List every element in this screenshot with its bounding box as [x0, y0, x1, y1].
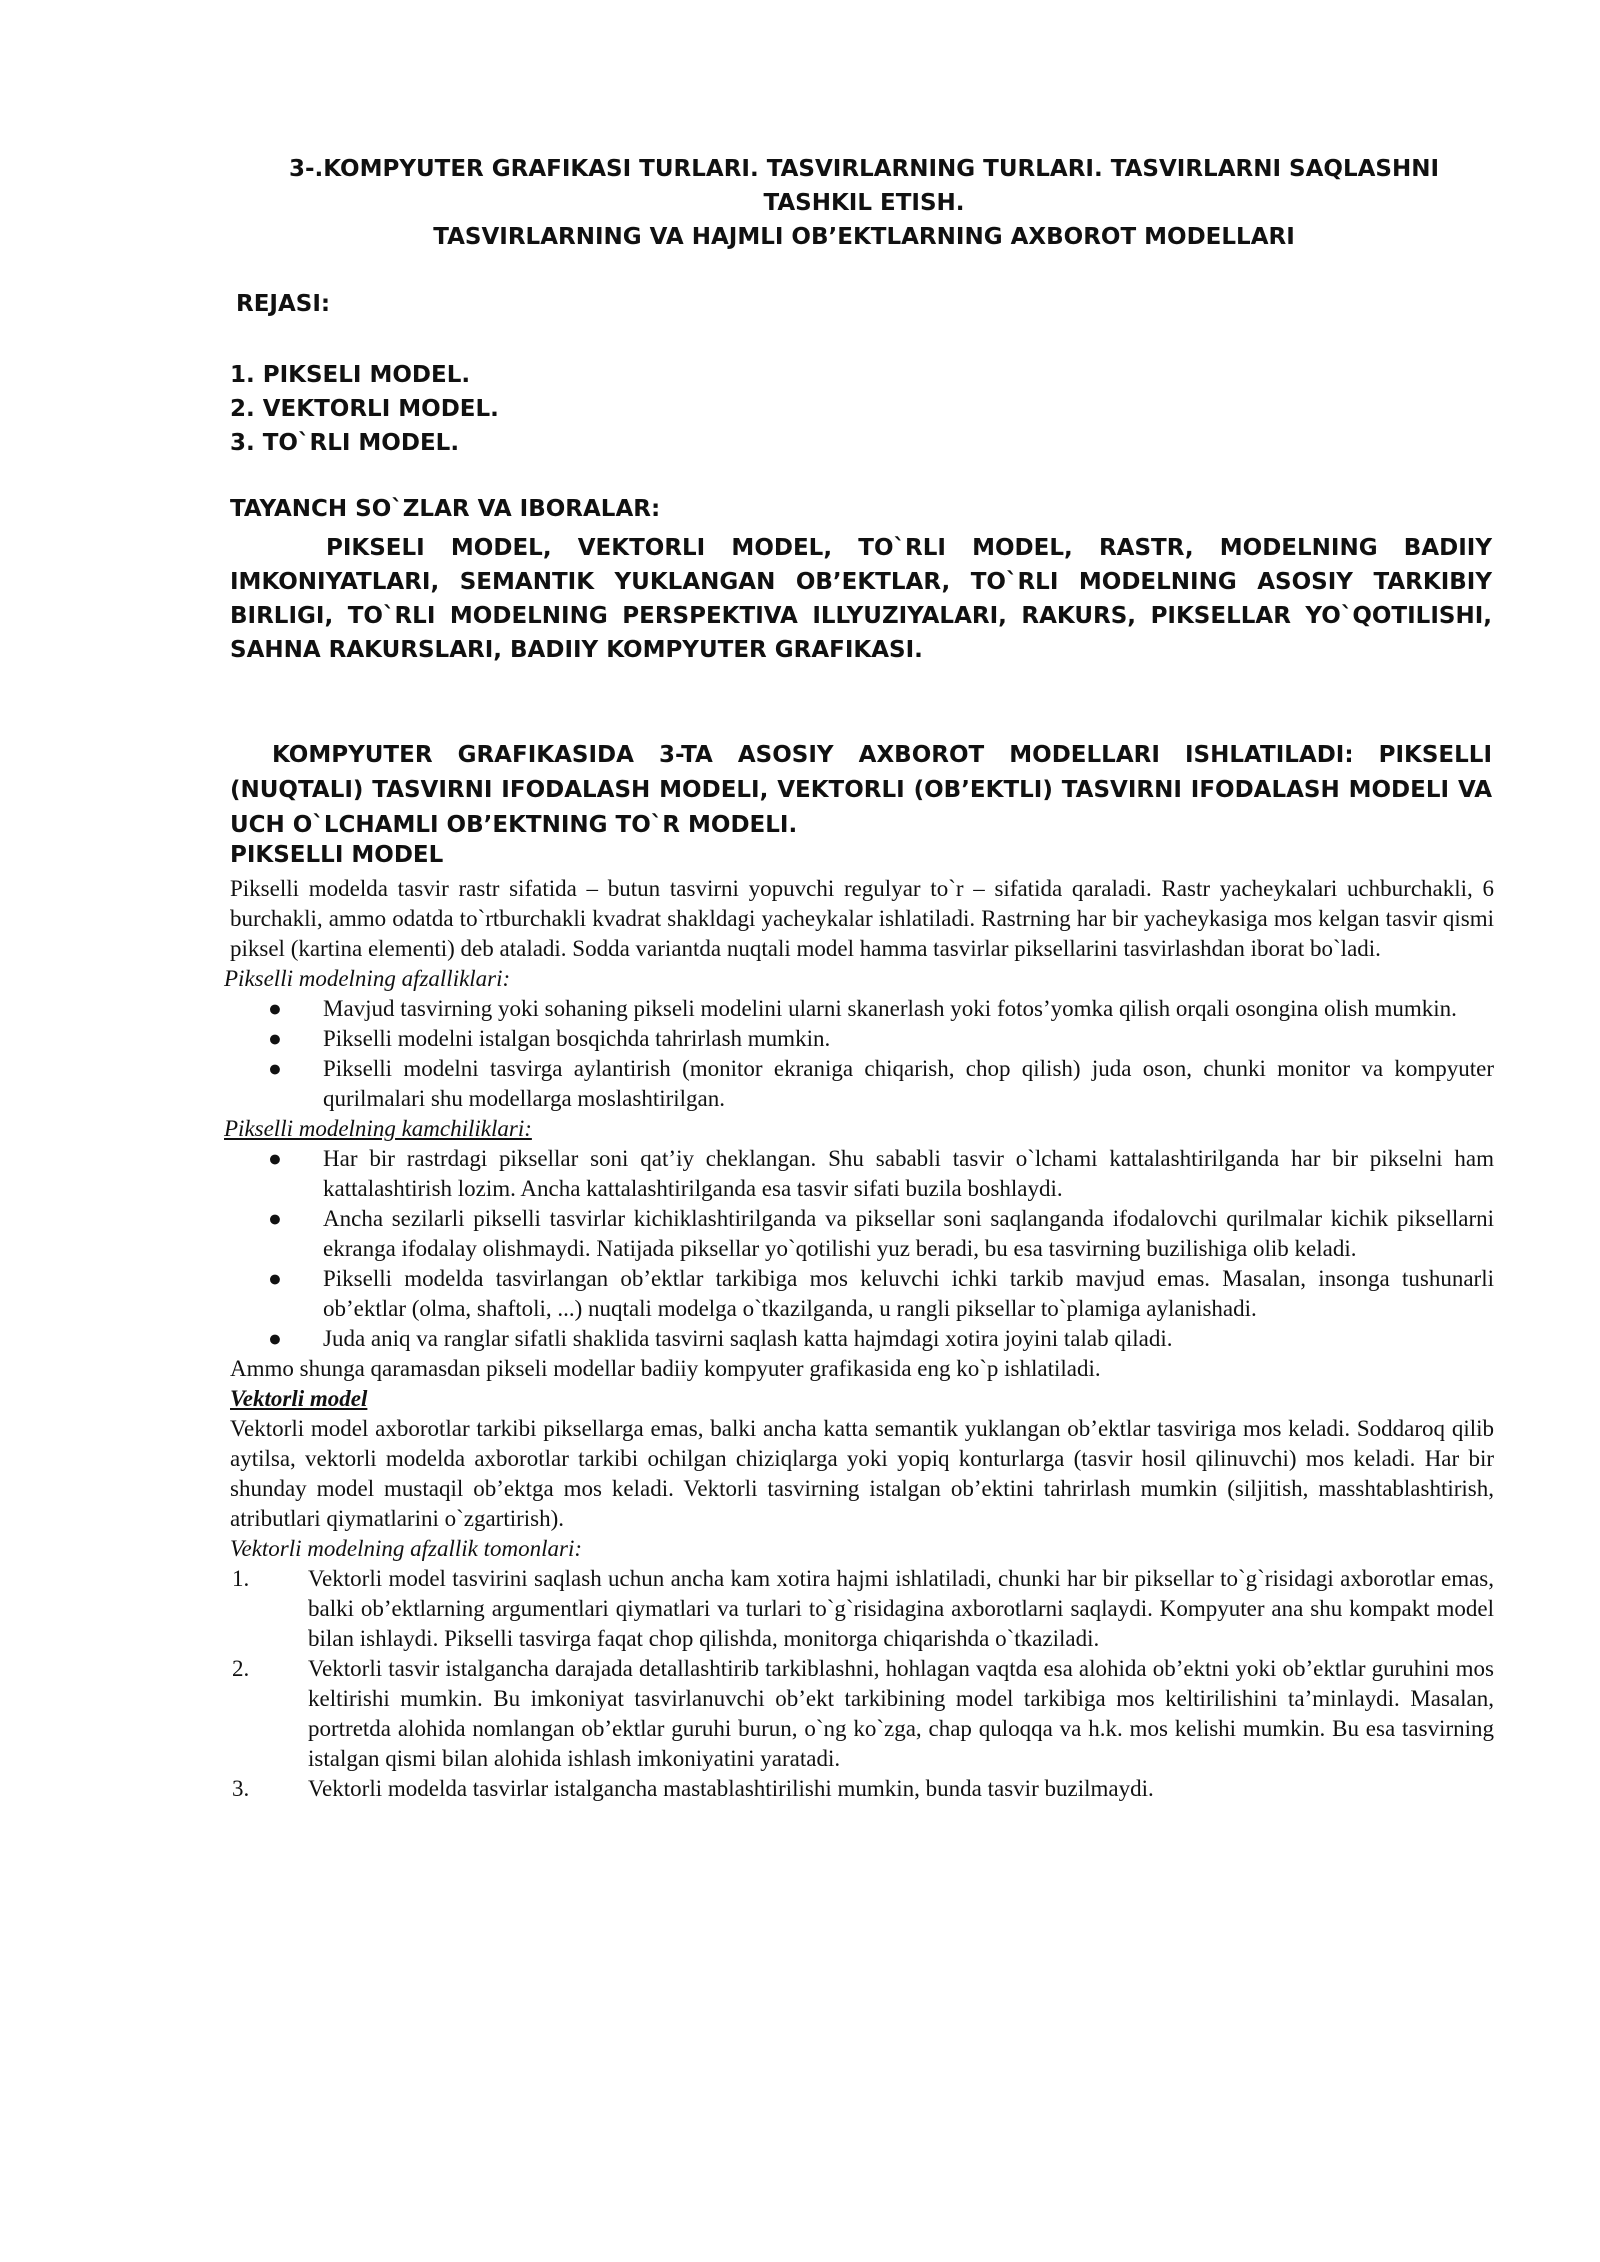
title-line-2: TASHKIL ETISH.: [763, 190, 965, 216]
bullet-icon: ●: [268, 1146, 282, 1171]
plan-item: 3. TO`RLI MODEL.: [230, 430, 460, 456]
list-item: ● Mavjud tasvirning yoki sohaning pikseli modelini ularni skanerlash yoki fotos’yomka qilish orqali osongina olish mumkin.: [230, 994, 1494, 1024]
bullet-icon: ●: [268, 1056, 282, 1081]
pixel-advantages-list: [230, 994, 1494, 1114]
pixel-advantages-heading: Pikselli modelning afzalliklari:: [224, 966, 511, 991]
plan-item: 1. PIKSELI MODEL.: [230, 362, 471, 388]
title-line-1: 3-.KOMPYUTER GRAFIKASI TURLARI. TASVIRLARNING TURLARI. TASVIRLARNI SAQLASHNI: [288, 156, 1440, 182]
intro-paragraph: KOMPYUTER GRAFIKASIDA 3-TA ASOSIY AXBOROT MODELLARI ISHLATILADI: PIKSELLI (NUQTALI) TASVIRNI IFODALASH MODELI, VEKTORLI (OB’EKTLI) TASVIRNI IFODALASH MODELI VA UCH O`LCHAMLI OB’EKTNING TO`R MODELI.: [230, 742, 1492, 838]
plan-item: 2. VEKTORLI MODEL.: [230, 396, 499, 422]
bullet-icon: ●: [268, 1326, 282, 1351]
pixel-model-section: [224, 874, 1494, 1804]
keywords-text: PIKSELI MODEL, VEKTORLI MODEL, TO`RLI MODEL, RASTR, MODELNING BADIIY IMKONIYATLARI, SEMANTIK YUKLANGAN OB’EKTLAR, TO`RLI MODELNING ASOSIY TARKIBIY BIRLIGI, TO`RLI MODELNING PERSPEKTIVA ILLYUZIYALARI, RAKURS, PIKSELLAR YO`QOTILISHI, SAHNA RAKURSLARI, BADIIY KOMPYUTER GRAFIKASI.: [230, 535, 1492, 663]
pixel-disadvantages-heading: Pikselli modelning kamchiliklari:: [224, 1116, 532, 1141]
pixel-model-heading: PIKSELLI MODEL: [230, 842, 444, 868]
list-item: ● Pikselli modelda tasvirlangan ob’ektlar tarkibiga mos keluvchi ichki tarkib mavjud emas. Masalan, insonga tushunarli ob’ektlar (olma, shaftoli, ...) nuqtali modelga o`tkazilganda, u rangli piksellar to`plamiga aylanishadi.: [268, 1266, 1494, 1321]
pixel-model-paragraph: Pikselli modelda tasvir rastr sifatida – butun tasvirni yopuvchi regulyar to`r – sifatida qaraladi. Rastr yacheykalari uchburchakli, 6 burchakli, ammo odatda to`rtburchakli kvadrat shakldagi yacheykalar ishlatiladi. Rastrning har bir yacheykasiga mos kelgan tasvir qismi piksel (kartina elementi) deb ataladi. Sodda variantda nuqtali model hamma tasvirlar piksellarini tasvirlashdan iborat bo`ladi.: [230, 876, 1494, 961]
bullet-icon: ●: [268, 1206, 282, 1231]
vector-advantages-heading: Vektorli modelning afzallik tomonlari:: [230, 1536, 582, 1561]
list-item: ● Pikselli modelni istalgan bosqichda tahrirlash mumkin.: [230, 1024, 1494, 1054]
bullet-icon: ●: [268, 1026, 282, 1051]
list-item: ● Har bir rastrdagi piksellar soni qat’iy cheklangan. Shu sababli tasvir o`lchami kattalashtirilganda har bir pikselni ham kattalashtirish lozim. Ancha kattalashtirilganda esa tasvir sifati buzila boshlaydi.: [268, 1146, 1494, 1201]
plan-list: [230, 358, 499, 460]
list-item: 1. Vektorli model tasvirini saqlash uchun ancha kam xotira hajmi ishlatiladi, chunki har bir piksellar to`g`risidagi axborotlar emas, balki ob’ektlarning argumentlari qiymatlari va turlari to`g`risidagina axborotlarni saqlaydi. Kompyuter ana shu kompakt model bilan ishlaydi. Pikselli tasvirga faqat chop qilishda, monitorga chiqarishda o`tkaziladi.: [232, 1566, 1494, 1651]
vector-model-heading: Vektorli model: [230, 1386, 368, 1411]
pixel-closing-text: Ammo shunga qaramasdan pikseli modellar badiiy kompyuter grafikasida eng ko`p ishlatiladi.: [230, 1356, 1101, 1381]
list-item: ● Pikselli modelni tasvirga aylantirish (monitor ekraniga chiqarish, chop qilish) juda oson, chunki monitor va kompyuter qurilmalari shu modellarga moslashtirilgan.: [268, 1056, 1494, 1111]
vector-model-paragraph: Vektorli model axborotlar tarkibi piksellarga emas, balki ancha katta semantik yuklangan ob’ektlar tasviriga mos keladi. Soddaroq qilib aytilsa, vektorli modelda axborotlar tarkibi ochilgan chiziqlarga yoki yopiq konturlarga (tasvir hosil qilinuvchi) mos keladi. Har bir shunday model mustaqil ob’ektga mos keladi. Vektorli tasvirning istalgan ob’ektini tahrirlash mumkin (siljitish, masshtablashtirish, atributlari qiymatlarini o`zgartirish).: [230, 1416, 1494, 1531]
bullet-icon: ●: [268, 996, 282, 1021]
bullet-icon: ●: [268, 1266, 282, 1291]
vector-advantages-list: [230, 1564, 1494, 1804]
list-item: 2. Vektorli tasvir istalgancha darajada detallashtirib tarkiblashni, hohlagan vaqtda esa alohida ob’ektni yoki ob’ektlar guruhini mos keltirishi mumkin. Bu imkoniyat tasvirlanuvchi ob’ekt tarkibining model tarkibiga mos keltirilishini ta’minlaydi. Masalan, portretda alohida nomlangan ob’ektlar guruhi burun, o`ng ko`zga, chap quloqqa va h.k. mos kelishi mumkin. Bu esa tasvirning istalgan qismi bilan alohida ishlash imkoniyatini yaratadi.: [232, 1656, 1494, 1771]
plan-heading: REJASI:: [236, 291, 331, 317]
title-line-3: TASVIRLARNING VA HAJMLI OB’EKTLARNING AXBOROT MODELLARI: [433, 224, 1295, 250]
keywords-heading: TAYANCH SO`ZLAR VA IBORALAR:: [230, 496, 661, 522]
list-item: ● Juda aniq va ranglar sifatli shaklida tasvirni saqlash katta hajmdagi xotira joyini talab qiladi.: [230, 1324, 1494, 1354]
document-title: [228, 152, 1500, 254]
list-item: 3. Vektorli modelda tasvirlar istalgancha mastablashtirilishi mumkin, bunda tasvir buzilmaydi.: [232, 1776, 1154, 1801]
pixel-disadvantages-list: [230, 1144, 1494, 1354]
list-item: ● Ancha sezilarli pikselli tasvirlar kichiklashtirilganda va piksellar soni saqlanganda ifodalovchi qurilmalar kichik piksellarni ekranga ifodalay olishmaydi. Natijada piksellar yo`qotilishi yuz beradi, bu esa tasvirning buzilishiga olib keladi.: [268, 1206, 1494, 1261]
